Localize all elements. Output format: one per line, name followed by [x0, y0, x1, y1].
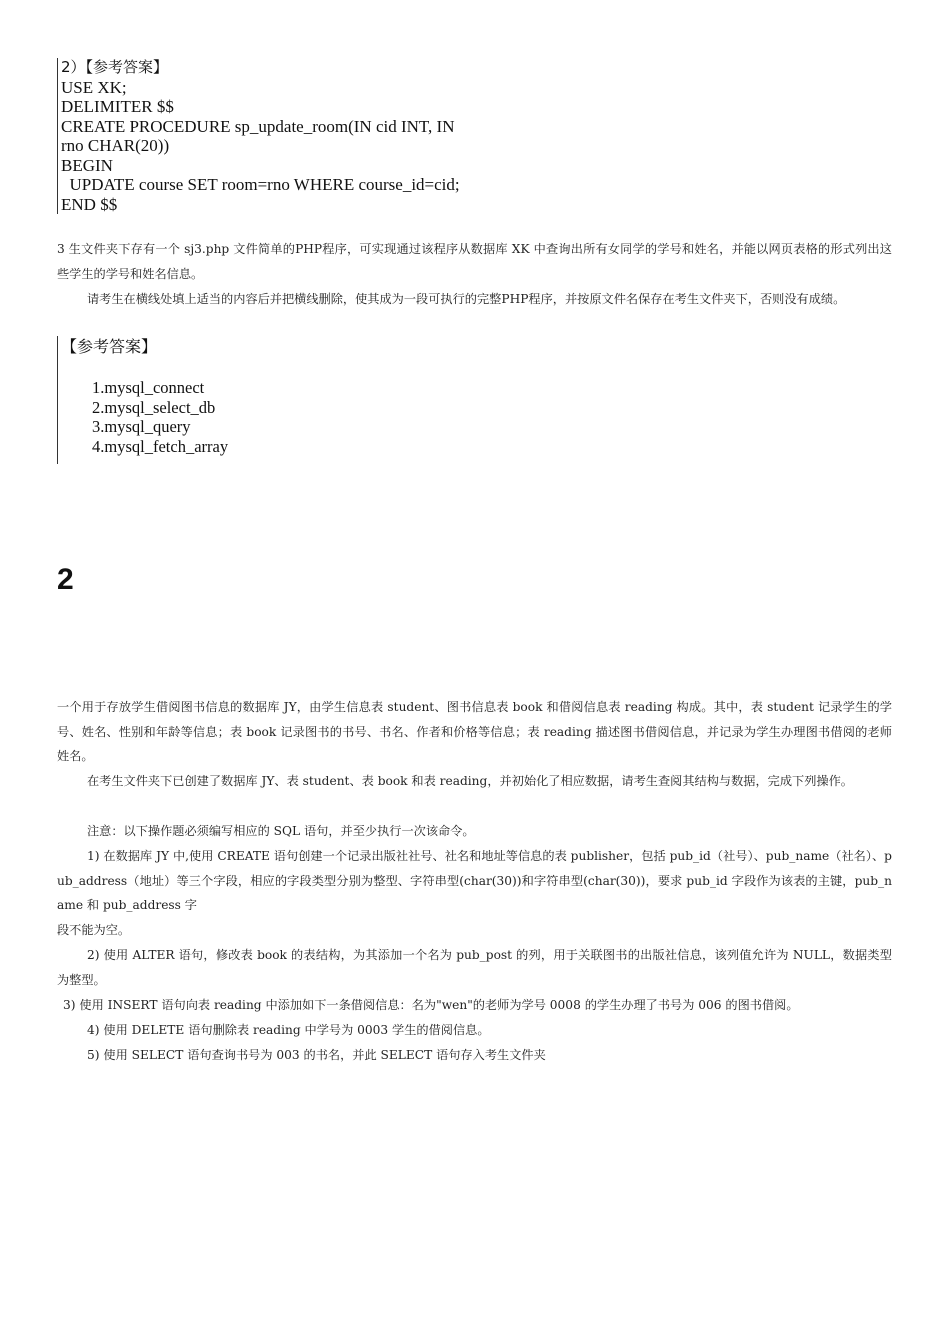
code-line: rno CHAR(20)): [61, 136, 170, 155]
task-2: 2) 使用 ALTER 语句，修改表 book 的表结构，为其添加一个名为 pub_post 的列，用于关联图书的出版社信息，该列值允许为 NULL，数据类型为整型。: [57, 948, 892, 987]
code-line: END $$: [61, 194, 118, 214]
question3-paragraph: 3 生文件夹下存有一个 sj3.php 文件简单的PHP程序，可实现通过该程序从数据库 XK 中查询出所有女同学的学号和姓名，并能以网页表格的形式列出这些学生的学号和姓名信息。: [57, 242, 892, 281]
task-4: 4) 使用 DELETE 语句删除表 reading 中学号为 0003 学生的借阅信息。: [87, 1023, 490, 1037]
task-3: 3) 使用 INSERT 语句向表 reading 中添加如下一条借阅信息：名为"wen"的老师为学号 0008 的学生办理了书号为 006 的图书借阅。: [63, 998, 799, 1012]
question3-instruction: 请考生在横线处填上适当的内容后并把横线删除，使其成为一段可执行的完整PHP程序，并按原文件名保存在考生文件夹下，否则没有成绩。: [87, 292, 846, 306]
sql-answer-block: [57, 58, 481, 214]
section2-note: 注意：以下操作题必须编写相应的 SQL 语句，并至少执行一次该命令。: [87, 824, 475, 838]
php-answer-block: [57, 336, 358, 464]
list-item: 1.mysql_connect: [92, 378, 205, 397]
task-1-continued: 段不能为空。: [57, 923, 131, 937]
code-line: USE XK;: [61, 77, 127, 97]
section2-paragraph: 在考生文件夹下已创建了数据库 JY、表 student、表 book 和表 reading，并初始化了相应数据，请考生查阅其结构与数据，完成下列操作。: [87, 774, 853, 788]
code-line: DELIMITER $$: [61, 97, 174, 116]
list-item: 4.mysql_fetch_array: [92, 436, 229, 456]
code-line: UPDATE course SET room=rno WHERE course_id=cid;: [61, 175, 460, 194]
code-line: BEGIN: [61, 155, 113, 175]
code-line: CREATE PROCEDURE sp_update_room(IN cid INT, IN: [61, 116, 455, 136]
answer-list: [92, 378, 228, 456]
answer-heading: 2）【参考答案】: [61, 58, 169, 76]
task-5: 5) 使用 SELECT 语句查询书号为 003 的书名，并此 SELECT 语句存入考生文件夹: [87, 1048, 546, 1062]
list-item: 2.mysql_select_db: [92, 397, 216, 417]
list-item: 3.mysql_query: [92, 417, 191, 436]
answer-heading: 【参考答案】: [61, 337, 158, 356]
task-1: 1) 在数据库 JY 中,使用 CREATE 语句创建一个记录出版社社号、社名和地址等信息的表 publisher，包括 pub_id（社号）、pub_name（社名）、pub_address（地址）等三个字段，相应的字段类型分别为整型、字符串型(char(30))和字符串型(char(30))，要求 pub_id 字段作为该表的主键，pub_name 和 pub_address 字: [57, 849, 892, 913]
section-number: 2: [57, 563, 74, 596]
section2-intro: 一个用于存放学生借阅图书信息的数据库 JY，由学生信息表 student、图书信息表 book 和借阅信息表 reading 构成。其中，表 student 记录学生的学号、姓名、性别和年龄等信息；表 book 记录图书的书号、书名、作者和价格等信息；表 reading 描述图书借阅信息，并记录为学生办理图书借阅的老师姓名。: [57, 700, 892, 764]
